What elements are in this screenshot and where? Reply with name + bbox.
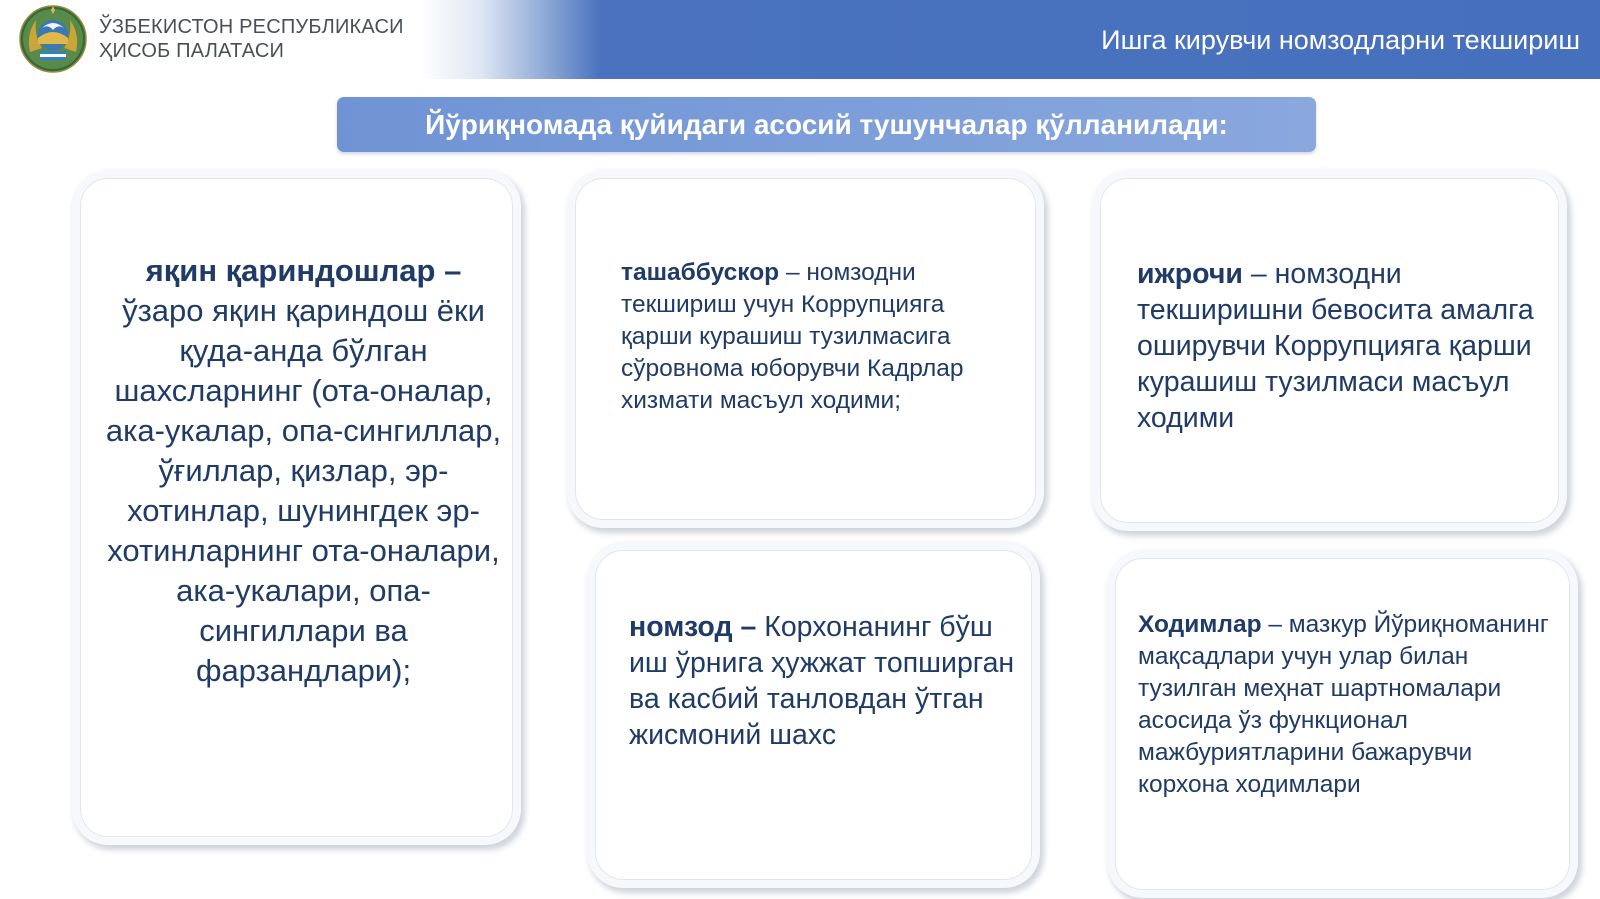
definition-card-initiator xyxy=(575,178,1036,520)
definition-body: ўзаро яқин қариндош ёки қуда-анда бўлган шахсларнинг (ота-оналар, ака-укалар, опа-сингиллар, ўғиллар, қизлар, эр-хотинлар, шунингдек эр-хотинларнинг ота-оналари, ака-укалари, опа-сингиллари ва фарзандлари); xyxy=(105,293,502,688)
definition-separator: – xyxy=(1242,258,1267,290)
definition-term: ташаббускор xyxy=(621,259,780,286)
subtitle-banner: Йўриқномада қуйидаги асосий тушунчалар қўлланилади: xyxy=(337,97,1316,152)
definition-term: ижрочи xyxy=(1137,258,1243,290)
organization-name-line2: ҲИСОБ ПАЛАТАСИ xyxy=(99,40,285,62)
definition-separator: – xyxy=(1261,611,1282,638)
definition-card-relatives xyxy=(80,178,513,837)
definition-body: номзодни текширишни бевосита амалга оширувчи Коррупцияга қарши курашиш тузилмаси масъул ходими xyxy=(1137,258,1534,434)
organization-name-line1: ЎЗБЕКИСТОН РЕСПУБЛИКАСИ xyxy=(99,16,404,38)
definition-text xyxy=(1138,609,1559,801)
definition-text xyxy=(621,257,1017,417)
definition-separator: – xyxy=(779,259,800,286)
definition-term: яқин қариндошлар xyxy=(145,253,436,288)
definition-text xyxy=(629,609,1021,753)
definition-body: номзодни текшириш учун Коррупцияга қарши курашиш тузилмасига сўровнома юборувчи Кадрлар хизмати масъул ходими; xyxy=(621,259,964,414)
definition-body: мазкур Йўриқноманинг мақсадлари учун улар билан тузилган меҳнат шартномалари асосида ўз функционал мажбуриятларини бажарувчи корхона ходимлари xyxy=(1138,611,1549,798)
definition-card-employees xyxy=(1115,558,1570,890)
definition-card-executor xyxy=(1100,178,1559,523)
definition-term: Ходимлар xyxy=(1138,611,1262,638)
definition-text xyxy=(1137,256,1548,436)
definition-term: номзод – xyxy=(629,611,757,643)
definition-text xyxy=(103,251,504,691)
slide-title: Ишга кирувчи номзодларни текшириш xyxy=(1101,25,1580,55)
definition-card-candidate xyxy=(595,550,1032,880)
state-emblem-icon xyxy=(18,4,88,74)
definition-body: Корхонанинг бўш иш ўрнига ҳужжат топширган ва касбий танловдан ўтган жисмоний шахс xyxy=(629,611,1015,751)
organization-name xyxy=(99,15,404,63)
definition-separator: – xyxy=(435,253,462,288)
